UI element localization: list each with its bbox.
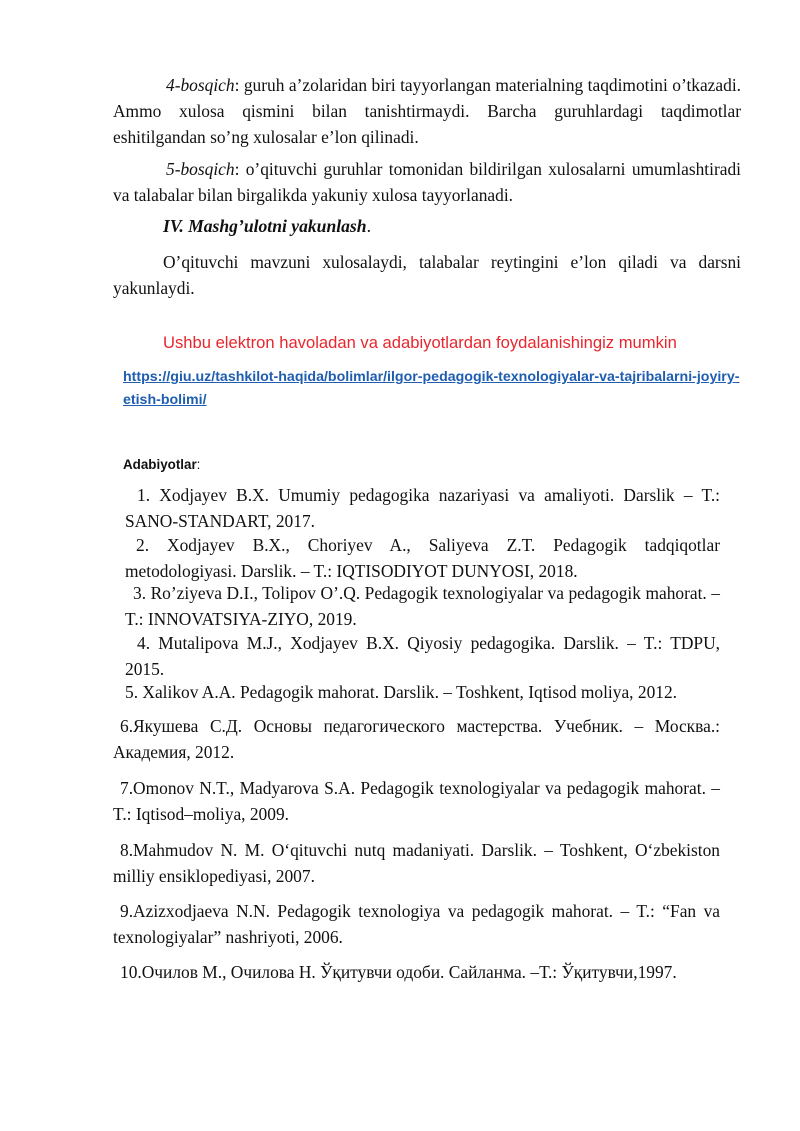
section-period: . [366, 216, 371, 236]
reference-item: 3. Ro’ziyeva D.I., Tolipov O’.Q. Pedagogik texnologiyalar va pedagogik mahorat. – T.: INNOVATSIYA-ZIYO, 2019. [125, 583, 720, 629]
stage-4-label: 4-bosqich [166, 75, 235, 95]
references-title: Adabiyotlar [123, 457, 197, 472]
reference-item: 10.Очилов М., Очилова Н. Ўқитувчи одоби. Сайланма. –Т.: Ўқитувчи,1997. [120, 962, 677, 982]
reference-item: 1. Xodjayev B.X. Umumiy pedagogika nazariyasi va amaliyoti. Darslik – T.: SANO-STANDART, 2017. [125, 485, 720, 531]
stage-5-label: 5-bosqich [166, 159, 235, 179]
stage-5-paragraph [113, 156, 741, 208]
closing-paragraph [113, 249, 741, 301]
reference-item: 2. Xodjayev B.X., Choriyev A., Saliyeva Z.T. Pedagogik tadqiqotlar metodologiyasi. Darslik. – T.: IQTISODIYOT DUNYOSI, 2018. [125, 535, 720, 581]
resource-note: Ushbu elektron havoladan va adabiyotlardan foydalanishingiz mumkin [163, 333, 677, 352]
closing-text: O’qituvchi mavzuni xulosalaydi, talabalar reytingini e’lon qiladi va darsni yakunlaydi. [113, 252, 741, 298]
references-colon: : [196, 457, 201, 472]
resource-link[interactable]: https://giu.uz/tashkilot-haqida/bolimlar/ilgor-pedagogik-texnologiyalar-va-tajribalarni-joyiry-etish-bolimi/ [123, 369, 740, 408]
reference-item: 7.Omonov N.T., Madyarova S.A. Pedagogik texnologiyalar va pedagogik mahorat. – T.: Iqtisod–moliya, 2009. [113, 778, 720, 824]
section-heading [163, 213, 371, 239]
stage-4-paragraph [113, 72, 741, 150]
stage-5-text: : o’qituvchi guruhlar tomonidan bildirilgan xulosalarni umumlashtiradi va talabalar bilan birgalikda yakuniy xulosa tayyorlanadi. [113, 159, 741, 205]
reference-item: 6.Якушева С.Д. Основы педагогического мастерства. Учебник. – Москва.: Академия, 2012. [113, 716, 720, 762]
references-heading [123, 452, 200, 478]
reference-item: 8.Mahmudov N. M. O‘qituvchi nutq madaniyati. Darslik. – Toshkent, O‘zbekiston milliy ensiklopediyasi, 2007. [113, 840, 720, 886]
section-title: IV. Mashg’ulotni yakunlash [163, 216, 367, 236]
reference-item: 5. Xalikov A.A. Pedagogik mahorat. Darslik. – Toshkent, Iqtisod moliya, 2012. [125, 682, 678, 702]
reference-item: 9.Azizxodjaeva N.N. Pedagogik texnologiya va pedagogik mahorat. – T.: “Fan va texnologiyalar” nashriyoti, 2006. [113, 901, 720, 947]
stage-4-text: : guruh a’zolaridan biri tayyorlangan materialning taqdimotini o’tkazadi. Ammo xulosa qismini bilan tanishtirmaydi. Barcha guruhlardagi taqdimotlar eshitilgandan so’ng xulosalar e’lon qilinadi. [113, 75, 741, 147]
reference-item: 4. Mutalipova M.J., Xodjayev B.X. Qiyosiy pedagogika. Darslik. – T.: TDPU, 2015. [125, 633, 720, 679]
